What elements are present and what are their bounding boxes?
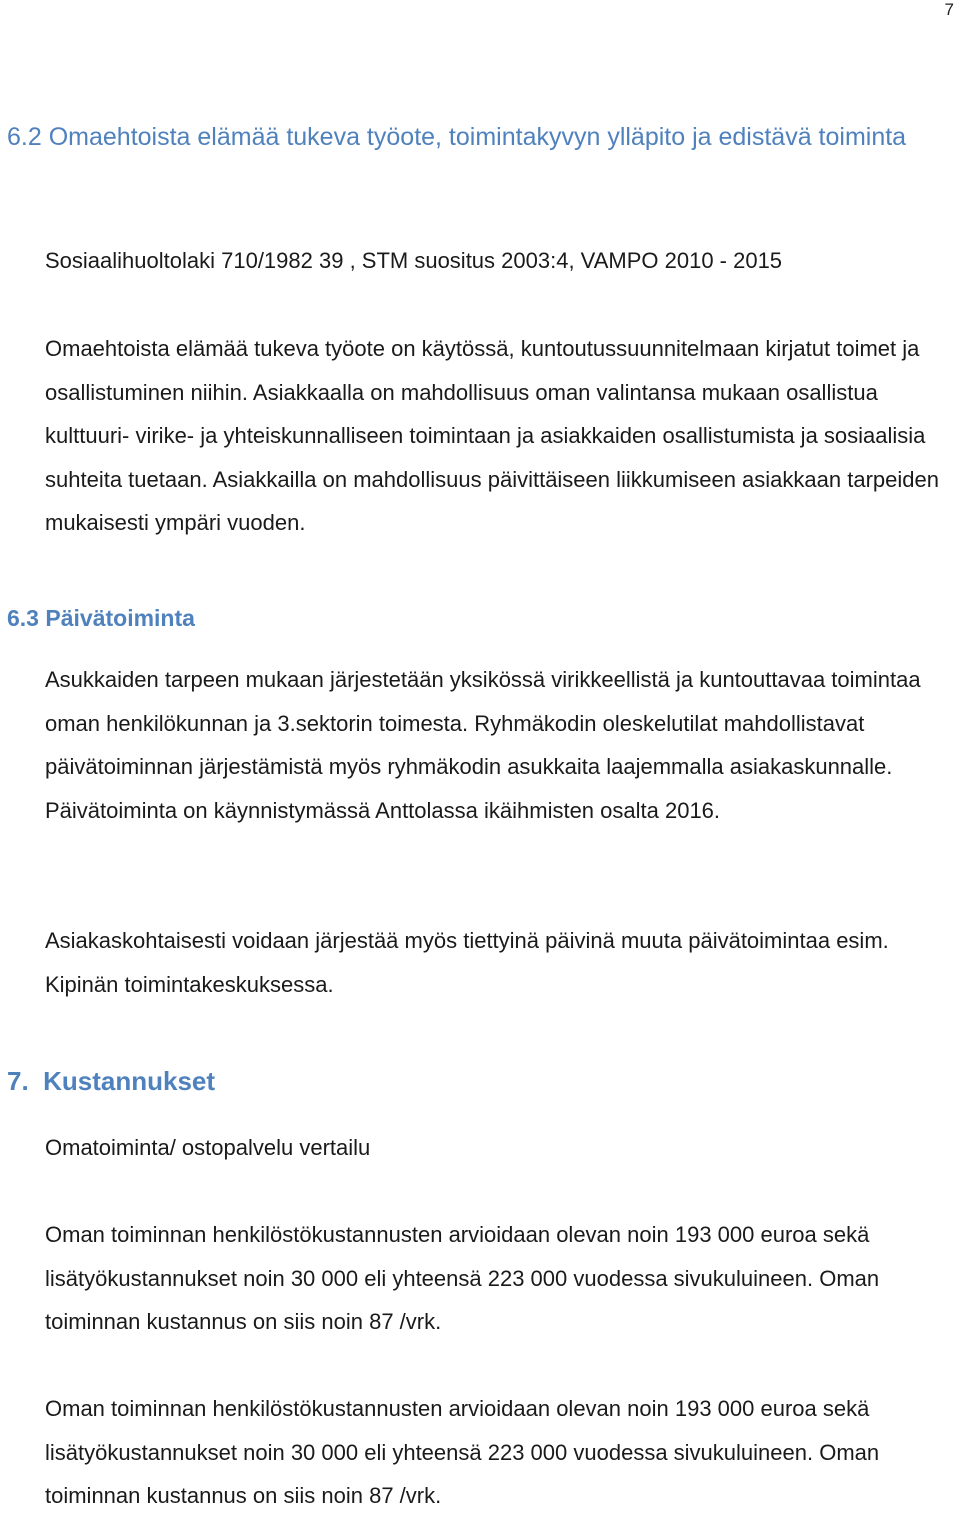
section-6-3-number: 6.3 bbox=[7, 605, 39, 631]
page-number: 7 bbox=[944, 0, 954, 19]
section-6-2-title: Omaehtoista elämää tukeva työote, toimintakyvyn ylläpito ja edistävä toiminta bbox=[41, 123, 907, 151]
section-6-3-title: Päivätoiminta bbox=[38, 605, 195, 631]
section-7-paragraph-2: Oman toiminnan henkilöstökustannusten arvioidaan olevan noin 193 000 euroa sekä lisätyökustannukset noin 30 000 eli yhteensä 223 000 vuodessa sivukuluineen. Oman toiminnan kustannus on siis noin 87 /vrk. bbox=[45, 1396, 880, 1508]
section-6-3-paragraph-1: Asukkaiden tarpeen mukaan järjestetään yksikössä virikkeellistä ja kuntouttavaa toimintaa oman henkilökunnan ja 3.sektorin toimesta. Ryhmäkodin oleskelutilat mahdollistavat päivätoiminnan järjestämistä myös ryhmäkodin asukkaita laajemmalla asiakaskunnalle. Päivätoiminta on käynnistymässä Anttolassa ikäihmisten osalta 2016. bbox=[45, 667, 921, 823]
law-reference: Sosiaalihuoltolaki 710/1982 39 , STM suositus 2003:4, VAMPO 2010 - 2015 bbox=[45, 248, 783, 273]
section-7-heading: 7. Kustannukset bbox=[7, 1066, 216, 1096]
section-6-2-paragraph: Omaehtoista elämää tukeva työote on käytössä, kuntoutussuunnitelmaan kirjatut toimet ja osallistuminen niihin. Asiakkaalla on mahdollisuus oman valintansa mukaan osallistua kulttuuri- virike- ja yhteiskunnalliseen toimintaan ja asiakkaiden osallistumista ja sosiaalisia suhteita tuetaan. Asiakkailla on mahdollisuus päivittäiseen liikkumiseen asiakkaan tarpeiden mukaisesti ympäri vuoden. bbox=[45, 336, 939, 535]
section-6-2-heading bbox=[7, 120, 937, 154]
section-6-2-number: 6.2 bbox=[7, 123, 42, 151]
section-7-subheading: Omatoiminta/ ostopalvelu vertailu bbox=[45, 1135, 371, 1160]
section-6-3-heading bbox=[7, 603, 195, 633]
section-7-paragraph-1: Oman toiminnan henkilöstökustannusten arvioidaan olevan noin 193 000 euroa sekä lisätyökustannukset noin 30 000 eli yhteensä 223 000 vuodessa sivukuluineen. Oman toiminnan kustannus on siis noin 87 /vrk. bbox=[45, 1222, 880, 1334]
section-6-3-paragraph-2: Asiakaskohtaisesti voidaan järjestää myös tiettyinä päivinä muuta päivätoimintaa esim. Kipinän toimintakeskuksessa. bbox=[45, 928, 889, 997]
